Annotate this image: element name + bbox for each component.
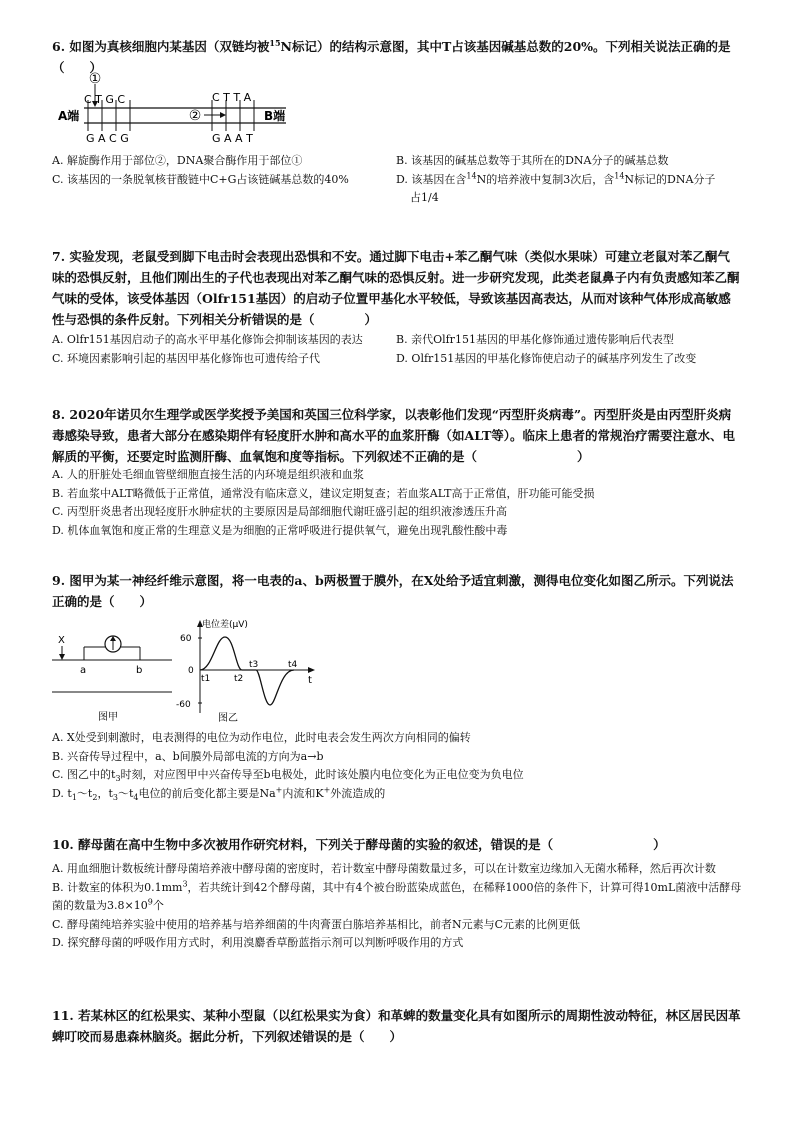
dna-structure-figure [58, 70, 298, 150]
question-8-options [52, 466, 742, 540]
y-tick-0: 0 [188, 666, 194, 676]
option-d[interactable]: D. 该基因在含$^{14}$N的培养液中复制3次后，含$^{14}$N标记的DNA分子 占1/4 [396, 170, 716, 204]
option-d[interactable]: D. Olfr151基因的甲基化修饰使启动子的碱基序列发生了改变 [396, 351, 697, 365]
bottom-right-bases: G A A T [212, 132, 253, 145]
question-10 [52, 834, 742, 855]
option-b[interactable]: B. 若血浆中ALT略微低于正常值，通常没有临床意义，建议定期复查；若血浆ALT高于正常值，肝功能可能受损 [52, 486, 595, 500]
option-a[interactable]: A. 人的肝脏处毛细血管壁细胞直接生活的内环境是组织液和血浆 [52, 468, 364, 481]
question-6-options [52, 152, 742, 208]
y-axis-title: 电位差(μV) [202, 620, 248, 630]
question-10-options [52, 860, 742, 953]
t1-label: t1 [201, 674, 211, 684]
stimulus-x-label: X [58, 635, 65, 646]
t2-label: t2 [234, 674, 244, 684]
option-b[interactable]: B. 兴奋传导过程中，a、b间膜外局部电流的方向为a→b [52, 749, 324, 763]
question-7-options [52, 331, 742, 368]
figure-jia-caption: 图甲 [98, 712, 118, 723]
option-c[interactable]: C. 图乙中的$t_3$时刻，对应图甲中兴奋传导至b电极处，此时该处膜内电位变化为正电位变为负电位 [52, 768, 524, 784]
question-11 [52, 1005, 742, 1047]
t4-label: t4 [288, 660, 298, 670]
t-axis-label: t [308, 675, 312, 686]
electrode-a-label: a [80, 665, 87, 676]
option-d[interactable]: D. 机体血氧饱和度正常的生理意义是为细胞的正常呼吸进行提供氧气，避免出现乳酸性酸中毒 [52, 523, 508, 537]
question-7 [52, 246, 742, 330]
option-c[interactable]: C. 环境因素影响引起的基因甲基化修饰也可遗传给子代 [52, 351, 321, 365]
top-right-bases: C T T A [212, 91, 252, 104]
option-b[interactable]: B. 计数室的体积为$0.1mm^3$，若共统计到42个酵母菌，其中有4个被台盼蓝染成蓝色，在稀释1000倍的条件下，计算可得10mL菌液中活酵母菌的数量为$3.8\times 10^9$个 [52, 878, 742, 912]
question-6-stem: 6. 如图为真核细胞内某基因（双链均被$^{15}$N标记）的结构示意图，其中T占该基因碱基总数的20%。下列相关说法正确的是（ ） [52, 37, 731, 75]
option-b[interactable]: B. 亲代Olfr151基因的甲基化修饰通过遗传影响后代表型 [396, 333, 674, 346]
y-tick-60: 60 [180, 634, 192, 644]
bottom-left-bases: G A C G [86, 132, 129, 145]
option-d[interactable]: D. $t_1\sim t_2$，$t_3\sim t_4$电位的前后变化都主要是Na+内流和K+外流造成的 [52, 784, 386, 802]
potential-curve [200, 637, 294, 705]
question-9 [52, 570, 742, 612]
option-d[interactable]: D. 探究酵母菌的呼吸作用方式时，利用溴麝香草酚蓝指示剂可以判断呼吸作用的方式 [52, 936, 464, 949]
option-c[interactable]: C. 酵母菌纯培养实验中使用的培养基与培养细菌的牛肉膏蛋白胨培养基相比，前者N元素与C元素的比例更低 [52, 917, 581, 931]
t3-label: t3 [249, 660, 259, 670]
question-11-stem: 11. 若某林区的红松果实、某种小型鼠（以红松果实为食）和革蜱的数量变化具有如图所示的周期性波动特征，林区居民因革蜱叮咬而易患森林脑炎。据此分析，下列叙述错误的是（ ） [52, 1008, 741, 1044]
question-8 [52, 404, 742, 467]
figure-jia-nerve-fiber [50, 630, 175, 725]
a-end-label: A端 [58, 109, 80, 123]
question-8-stem: 8. 2020年诺贝尔生理学或医学奖授予美国和英国三位科学家，以表彰他们发现“丙型肝炎病毒”。丙型肝炎是由丙型肝炎病毒感染导致，患者大部分在感染期伴有轻度肝水肿和高水平的血浆肝酶（如ALT等）。临床上患者的常规治疗需要注意水、电解质的平衡，还要定时监测肝酶、血氧饱和度等指标。下列叙述不正确的是（ ） [52, 407, 736, 464]
question-9-stem: 9. 图甲为某一神经纤维示意图，将一电表的a、b两极置于膜外，在X处给予适宜刺激，测得电位变化如图乙所示。下列说法正确的是（ ） [52, 573, 734, 609]
mark-2: ② [188, 108, 202, 124]
question-7-stem: 7. 实验发现，老鼠受到脚下电击时会表现出恐惧和不安。通过脚下电击+苯乙酮气味（类似水果味）可建立老鼠对苯乙酮气味的恐惧反射，且他们刚出生的子代也表现出对苯乙酮气味的恐惧反射。进一步研究发现，此类老鼠鼻子内有负责感知苯乙酮气味的受体，该受体基因（Olfr151基因）的启动子位置甲基化水平较低，导致该基因高表达，从而对该种气体形成高敏感性与恐惧的条件反射。下列相关分析错误的是（ ） [52, 249, 740, 327]
electrode-b-label: b [136, 665, 143, 676]
question-10-stem: 10. 酵母菌在高中生物中多次被用作研究材料，下列关于酵母菌的实验的叙述，错误的是（ ） [52, 837, 666, 852]
y-tick-neg60: -60 [176, 700, 191, 710]
figure-yi-caption: 图乙 [218, 713, 238, 723]
mark-1: ① [88, 71, 102, 87]
option-b[interactable]: B. 该基因的碱基总数等于其所在的DNA分子的碱基总数 [396, 154, 669, 167]
option-c[interactable]: C. 丙型肝炎患者出现轻度肝水肿症状的主要原因是局部细胞代谢旺盛引起的组织液渗透压升高 [52, 505, 508, 518]
figure-yi-potential-chart [172, 617, 322, 723]
b-end-label: B端 [264, 109, 286, 123]
option-c[interactable]: C. 该基因的一条脱氧核苷酸链中C+G占该链碱基总数的40% [52, 172, 349, 186]
option-a[interactable]: A. 解旋酶作用于部位②，DNA聚合酶作用于部位① [52, 154, 303, 167]
option-a[interactable]: A. Olfr151基因启动子的高水平甲基化修饰会抑制该基因的表达 [52, 333, 363, 346]
top-left-bases: C T G C [84, 93, 126, 106]
option-a[interactable]: A. X处受到刺激时，电表测得的电位为动作电位，此时电表会发生两次方向相同的偏转 [52, 731, 471, 744]
question-9-options [52, 729, 742, 803]
option-a[interactable]: A. 用血细胞计数板统计酵母菌培养液中酵母菌的密度时，若计数室中酵母菌数量过多，可以在计数室边缘加入无菌水稀释，然后再次计数 [52, 862, 716, 875]
